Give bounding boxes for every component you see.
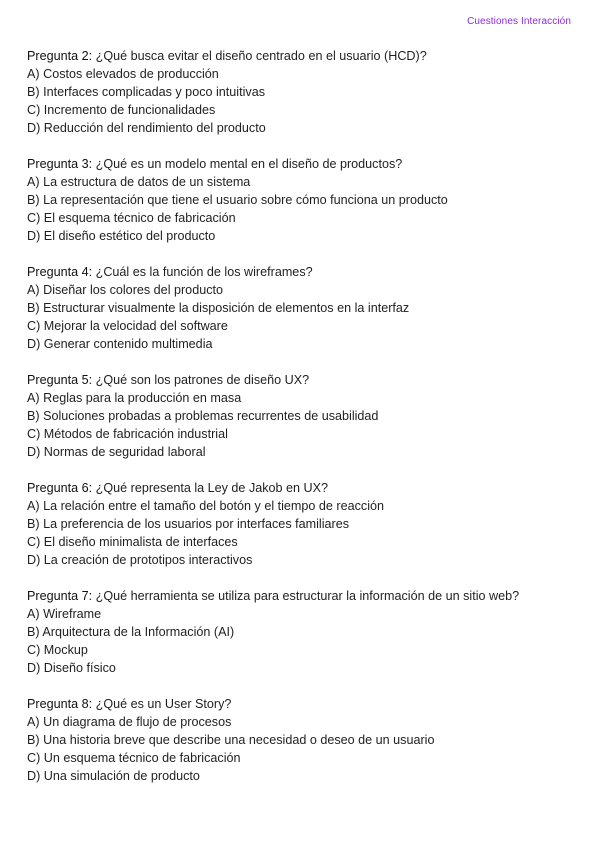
question-label: Pregunta 6: [27, 481, 93, 495]
answer-option: B) Soluciones probadas a problemas recurrentes de usabilidad [27, 409, 379, 423]
answer-option: D) Reducción del rendimiento del producto [27, 121, 266, 135]
questions-list [27, 47, 577, 803]
answer-option: A) Reglas para la producción en masa [27, 391, 242, 405]
question-text: ¿Qué herramienta se utiliza para estructurar la información de un sitio web? [92, 589, 520, 603]
answer-option: C) El esquema técnico de fabricación [27, 211, 236, 225]
answer-option: D) El diseño estético del producto [27, 229, 216, 243]
answer-option: B) Interfaces complicadas y poco intuitivas [27, 85, 265, 99]
answer-option: B) Arquitectura de la Información (AI) [27, 625, 235, 639]
question-block [27, 587, 577, 677]
question-line [27, 263, 577, 281]
question-text: ¿Qué representa la Ley de Jakob en UX? [92, 481, 329, 495]
answer-option: D) Generar contenido multimedia [27, 337, 213, 351]
answer-option: D) Normas de seguridad laboral [27, 445, 206, 459]
question-block [27, 695, 577, 785]
question-block [27, 47, 577, 137]
answer-option: A) La relación entre el tamaño del botón y el tiempo de reacción [27, 499, 385, 513]
answer-option: C) Mejorar la velocidad del software [27, 319, 228, 333]
answer-option: A) La estructura de datos de un sistema [27, 175, 251, 189]
question-label: Pregunta 7: [27, 589, 93, 603]
question-label: Pregunta 4: [27, 265, 93, 279]
answer-option: B) Estructurar visualmente la disposición de elementos en la interfaz [27, 301, 410, 315]
answer-option: D) Diseño físico [27, 661, 116, 675]
question-block [27, 263, 577, 353]
answer-option: C) El diseño minimalista de interfaces [27, 535, 238, 549]
answer-option: A) Costos elevados de producción [27, 67, 219, 81]
question-block [27, 371, 577, 461]
question-text: ¿Qué busca evitar el diseño centrado en el usuario (HCD)? [92, 49, 427, 63]
answer-option: B) La preferencia de los usuarios por interfaces familiares [27, 517, 349, 531]
question-block [27, 155, 577, 245]
question-line [27, 371, 577, 389]
answer-option: C) Un esquema técnico de fabricación [27, 751, 241, 765]
answer-option: C) Mockup [27, 643, 88, 657]
question-text: ¿Qué es un modelo mental en el diseño de productos? [92, 157, 403, 171]
question-line [27, 47, 577, 65]
answer-option: A) Diseñar los colores del producto [27, 283, 223, 297]
answer-option: A) Wireframe [27, 607, 102, 621]
question-text: ¿Qué son los patrones de diseño UX? [92, 373, 310, 387]
question-line [27, 587, 577, 605]
answer-option: B) Una historia breve que describe una necesidad o deseo de un usuario [27, 733, 435, 747]
answer-option: C) Incremento de funcionalidades [27, 103, 216, 117]
question-label: Pregunta 2: [27, 49, 93, 63]
answer-option: D) Una simulación de producto [27, 769, 200, 783]
question-label: Pregunta 8: [27, 697, 93, 711]
question-line [27, 695, 577, 713]
page-header-title: Cuestiones Interacción [467, 16, 571, 27]
question-label: Pregunta 5: [27, 373, 93, 387]
question-text: ¿Cuál es la función de los wireframes? [92, 265, 313, 279]
question-block [27, 479, 577, 569]
question-line [27, 479, 577, 497]
question-line [27, 155, 577, 173]
question-label: Pregunta 3: [27, 157, 93, 171]
answer-option: C) Métodos de fabricación industrial [27, 427, 228, 441]
answer-option: A) Un diagrama de flujo de procesos [27, 715, 232, 729]
answer-option: D) La creación de prototipos interactivos [27, 553, 253, 567]
answer-option: B) La representación que tiene el usuario sobre cómo funciona un producto [27, 193, 448, 207]
question-text: ¿Qué es un User Story? [92, 697, 232, 711]
